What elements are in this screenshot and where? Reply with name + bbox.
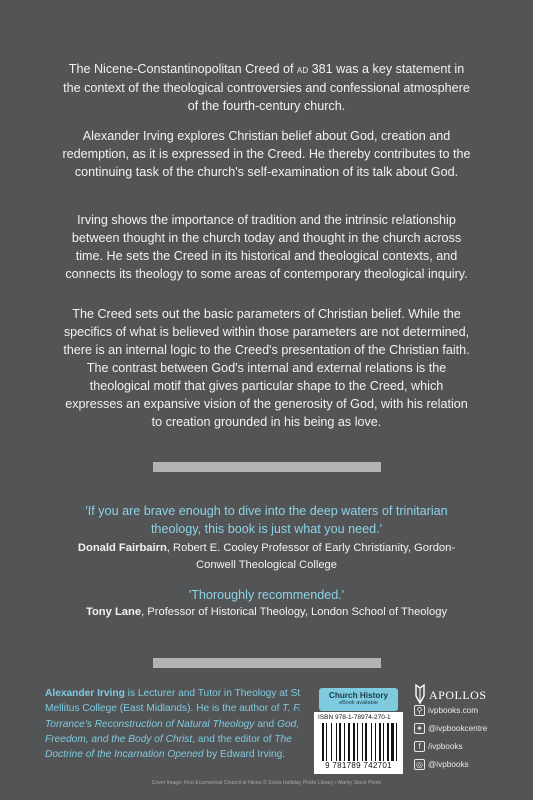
barcode-bar [322,723,324,761]
author-bio: Alexander Irving is Lecturer and Tutor in Theology at St Mellitus College (East Midlands). He is the author of T. F. Torrance's Reconstruction of Natural Theology and God, Freedom, and the Body of Christ, and the editor of The Doctrine of the Incarnation Opened by Edward Irving. [45,688,301,761]
social-website: ⚲ ivpbooks.com [414,705,524,717]
barcode-bar [364,723,365,761]
publisher-name: APOLLOS [429,688,487,702]
apollos-logo-icon [414,684,426,704]
barcode-bar [351,723,352,761]
barcode-bar [365,723,367,761]
blurb-paragraph-4: The Creed sets out the basic parameters of Christian belief. While the specifics of what is believed within those parameters are not determined, there is an internal logic to the Creed's presentation of the Christian faith. The contrast between God's internal and external relations is the theological motif that gives particular shape to the Creed, which expresses an expansive vision of the generosity of God, with his relation to creation grounded in his being as love. [63,307,470,429]
barcode-bar [346,723,347,761]
category-label: Church History [328,691,389,700]
barcode-bar [383,723,384,761]
barcode-bar [379,723,381,761]
blurb-paragraph-2: Alexander Irving explores Christian belief about God, creation and redemption, as it is expressed in the Creed. He thereby contributes to the continuing task of the church's self-examination of its talk about God. [62,129,471,179]
barcode-bar [373,723,374,761]
divider-bar [153,462,381,472]
barcode-bar [325,723,326,761]
isbn-barcode [314,712,403,774]
image-credit: Cover image: First Ecumenical Council at Nicea © Sonia Halliday Photo Library / Alamy Stock Photo [151,780,382,786]
twitter-icon: ✦ [414,723,425,734]
publisher-logo [414,684,494,706]
social-instagram: ◎ @ivpbooks [416,760,469,769]
barcode-bar [353,723,355,761]
blurb-paragraph-3: Irving shows the importance of tradition and the intrinsic relationship between thought in the church today and thought in the church across time. He sets the Creed in its historical and theological contexts, and connects its theology to some areas of contemporary theological inquiry. [65,213,468,281]
barcode-bar [357,723,358,761]
barcode-bar [385,723,386,761]
barcode-bar [344,723,345,761]
endorser-role: , Robert E. Cooley Professor of Early Christianity, Gordon-Conwell Theological College [166,542,456,571]
barcode-bar [396,723,397,761]
divider-bar [153,658,381,668]
endorsement-attribution-1 [60,540,473,574]
barcode-bar [328,723,330,761]
social-twitter: ✦ @ivpbookcentre [414,723,524,735]
barcode-bar [382,723,383,761]
search-icon: ⚲ [414,705,425,716]
barcode-bar [387,723,389,761]
social-facebook: f /ivpbooks [414,741,524,753]
category-badge [319,688,398,711]
blurb-paragraph-1: The Nicene-Constantinopolitan Creed of ad 381 was a key statement in the context of the theological controversies and confessional atmosphere of the fourth-century church. [63,62,470,113]
barcode-bar [395,723,396,761]
ebook-note: eBook available [339,700,378,706]
isbn-label: ISBN 978-1-78974-270-1 [318,714,391,721]
instagram-icon: ◎ [414,759,425,770]
barcode-bar [390,723,391,761]
barcode-bar [339,723,341,761]
barcode-bar [336,723,337,761]
barcode-bar [326,723,327,761]
author-name: Alexander Irving [45,688,125,699]
era-abbreviation: ad [296,64,309,76]
endorsement-quote-1: 'If you are brave enough to dive into the deep waters of trinitarian theology, this book is just what you need.' [85,504,448,536]
barcode-bar [359,723,361,761]
facebook-icon: f [414,741,425,752]
endorser-name: Tony Lane [85,606,142,618]
barcode-bar [377,723,379,761]
barcode-digits: 9 781789 742701 [325,761,392,770]
barcode-bar [356,723,357,761]
barcode-bar [338,723,339,761]
barcode-bar [342,723,344,761]
barcode-bar [331,723,332,761]
barcode-bar [368,723,370,761]
barcode-bar [332,723,334,761]
endorsement-quote-2: 'Thoroughly recommended.' [188,588,345,602]
endorser-name: Donald Fairbairn [77,542,167,554]
barcode-bar [391,723,393,761]
barcode-bars [322,723,398,761]
barcode-bar [371,723,372,761]
barcode-bar [375,723,376,761]
endorsement-attribution-2 [60,604,473,621]
barcode-bar [362,723,363,761]
endorser-role: , Professor of Historical Theology, London School of Theology [141,606,448,618]
barcode-bar [348,723,350,761]
